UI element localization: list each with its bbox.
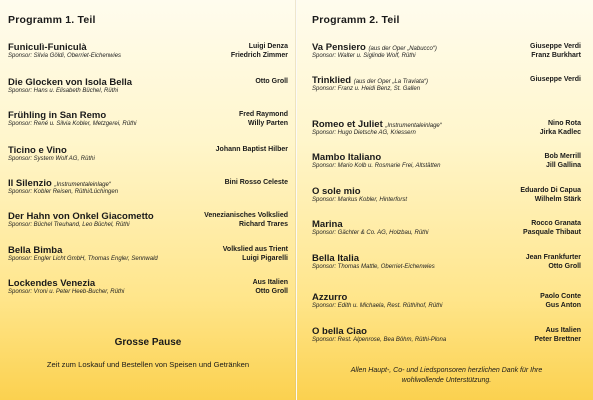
thanks-line-2: wohlwollende Unterstützung. bbox=[401, 377, 492, 384]
composer: Bob Merrill bbox=[544, 153, 581, 160]
arranger: Pasquale Thibaut bbox=[523, 229, 581, 236]
program-item bbox=[312, 219, 581, 249]
program-item bbox=[312, 186, 581, 216]
intermission-title: Grosse Pause bbox=[114, 337, 182, 348]
composer: Volkslied aus Trient bbox=[222, 246, 288, 253]
sponsor-line: Sponsor: System Wolf AG, Rüthi bbox=[8, 156, 95, 162]
sponsor-line: Sponsor: Mario Kolb u. Rosmarie Frei, Altstätten bbox=[312, 163, 441, 169]
program-item bbox=[8, 77, 288, 107]
program-item bbox=[8, 245, 288, 275]
composer: Eduardo Di Capua bbox=[520, 187, 581, 194]
sponsor-line: Sponsor: Vroni u. Peter Heeb-Bucher, Rüthi bbox=[8, 289, 125, 295]
sponsor-line: Sponsor: Markus Kobler, Hinterforst bbox=[312, 197, 408, 203]
sponsor-line: Sponsor: Edith u. Michaela, Rest. Rüthihof, Rüthi bbox=[312, 303, 443, 309]
sponsor-line: Sponsor: Thomas Mattle, Oberriet-Eichenwies bbox=[312, 264, 435, 270]
arranger: Otto Groll bbox=[548, 263, 581, 270]
intermission-text: Zeit zum Loskauf und Bestellen von Speisen und Getränken bbox=[46, 360, 250, 369]
program-item bbox=[312, 42, 581, 72]
song-note: „Instrumentaleinlage“ bbox=[385, 123, 442, 129]
sponsor-thanks bbox=[312, 366, 581, 386]
arranger: Wilhelm Stärk bbox=[534, 196, 581, 203]
sponsor-line: Sponsor: Franz u. Heidi Benz, St. Gallen bbox=[312, 86, 421, 92]
program-item bbox=[312, 152, 581, 182]
program-item bbox=[312, 119, 581, 149]
program-part-1-heading: Programm 1. Teil bbox=[8, 14, 96, 26]
program-item bbox=[312, 292, 581, 322]
sponsor-line: Sponsor: Rest. Alpenrose, Bea Böhm, Rüthi-Plona bbox=[312, 337, 447, 343]
composer: Aus Italien bbox=[252, 279, 288, 286]
song-title: Va Pensiero (aus der Oper „Nabucco“) bbox=[312, 42, 437, 53]
composer: Jean Frankfurter bbox=[525, 254, 581, 261]
sponsor-line: Sponsor: Büchel Treuhand, Leo Büchel, Rüthi bbox=[8, 222, 130, 228]
sponsor-line: Sponsor: Silvia Göldi, Oberriet-Eichenwies bbox=[8, 53, 122, 59]
program-item bbox=[8, 178, 288, 208]
sponsor-line: Sponsor: Engler Licht GmbH, Thomas Engler, Sennwald bbox=[8, 256, 158, 262]
arranger: Friedrich Zimmer bbox=[230, 52, 288, 59]
right-page bbox=[297, 0, 593, 400]
program-item bbox=[312, 326, 581, 356]
arranger: Jill Gallina bbox=[545, 162, 581, 169]
sponsor-line: Sponsor: Walter u. Siglinde Wolf, Rüthi bbox=[312, 53, 416, 59]
song-title: Ticino e Vino bbox=[8, 145, 67, 156]
program-item bbox=[312, 253, 581, 283]
thanks-line-1: Allen Haupt-, Co- und Liedsponsoren herzlichen Dank für Ihre bbox=[350, 367, 543, 374]
song-title: Trinklied (aus der Oper „La Traviata“) bbox=[312, 75, 428, 86]
arranger: Willy Parten bbox=[247, 120, 288, 127]
composer: Nino Rota bbox=[547, 120, 581, 127]
program-item bbox=[8, 42, 288, 72]
program-item bbox=[8, 110, 288, 140]
composer: Giuseppe Verdi bbox=[530, 76, 581, 83]
sponsor-line: Sponsor: Hans u. Elisabeth Büchel, Rüthi bbox=[8, 88, 119, 94]
composer: Rocco Granata bbox=[531, 220, 581, 227]
song-title: Die Glocken von Isola Bella bbox=[8, 77, 133, 88]
sponsor-line: Sponsor: René u. Silvia Kobler, Metzgerei, Rüthi bbox=[8, 121, 137, 127]
composer: Fred Raymond bbox=[238, 111, 288, 118]
composer: Bini Rosso Celeste bbox=[224, 179, 288, 186]
song-title: Romeo et Juliet „Instrumentaleinlage“ bbox=[312, 119, 442, 130]
song-note: (aus der Oper „Nabucco“) bbox=[368, 46, 437, 52]
composer: Giuseppe Verdi bbox=[530, 43, 581, 50]
sponsor-line: Sponsor: Kobler Reisen, Rüthi/Lüchingen bbox=[8, 189, 119, 195]
program-item bbox=[8, 211, 288, 241]
arranger: Franz Burkhart bbox=[531, 52, 581, 59]
arranger: Otto Groll bbox=[255, 288, 288, 295]
program-item bbox=[8, 145, 288, 175]
composer: Aus Italien bbox=[545, 327, 581, 334]
song-title: Marina bbox=[312, 219, 343, 230]
song-title: Der Hahn von Onkel Giacometto bbox=[8, 211, 154, 222]
composer: Venezianisches Volkslied bbox=[204, 212, 288, 219]
arranger: Gus Anton bbox=[545, 302, 581, 309]
program-item bbox=[312, 75, 581, 105]
song-title: Frühling in San Remo bbox=[8, 110, 107, 121]
song-title: Lockendes Venezia bbox=[8, 278, 96, 289]
composer: Otto Groll bbox=[255, 78, 288, 85]
program-part-2-heading: Programm 2. Teil bbox=[312, 14, 400, 26]
song-title: O sole mio bbox=[312, 186, 361, 197]
program-item bbox=[8, 278, 288, 308]
left-page bbox=[0, 0, 296, 400]
song-title: Bella Bimba bbox=[8, 245, 63, 256]
sponsor-line: Sponsor: Gächter & Co. AG, Holzbau, Rüthi bbox=[312, 230, 429, 236]
song-title: Azzurro bbox=[312, 292, 348, 303]
composer: Luigi Denza bbox=[248, 43, 288, 50]
song-title: Bella Italia bbox=[312, 253, 359, 264]
song-note: „Instrumentaleinlage“ bbox=[54, 182, 111, 188]
song-note: (aus der Oper „La Traviata“) bbox=[353, 79, 428, 85]
song-title: Funiculì-Funiculà bbox=[8, 42, 87, 53]
song-title: O bella Ciao bbox=[312, 326, 367, 337]
composer: Paolo Conte bbox=[540, 293, 581, 300]
arranger: Luigi Pigarelli bbox=[242, 255, 288, 262]
arranger: Peter Brettner bbox=[534, 336, 581, 343]
song-title: Il Silenzio „Instrumentaleinlage“ bbox=[8, 178, 111, 189]
song-title: Mambo Italiano bbox=[312, 152, 382, 163]
arranger: Richard Trares bbox=[238, 221, 288, 228]
arranger: Jirka Kadlec bbox=[539, 129, 581, 136]
sponsor-line: Sponsor: Hugo Dietsche AG, Kriessern bbox=[312, 130, 416, 136]
composer: Johann Baptist Hilber bbox=[215, 146, 288, 153]
